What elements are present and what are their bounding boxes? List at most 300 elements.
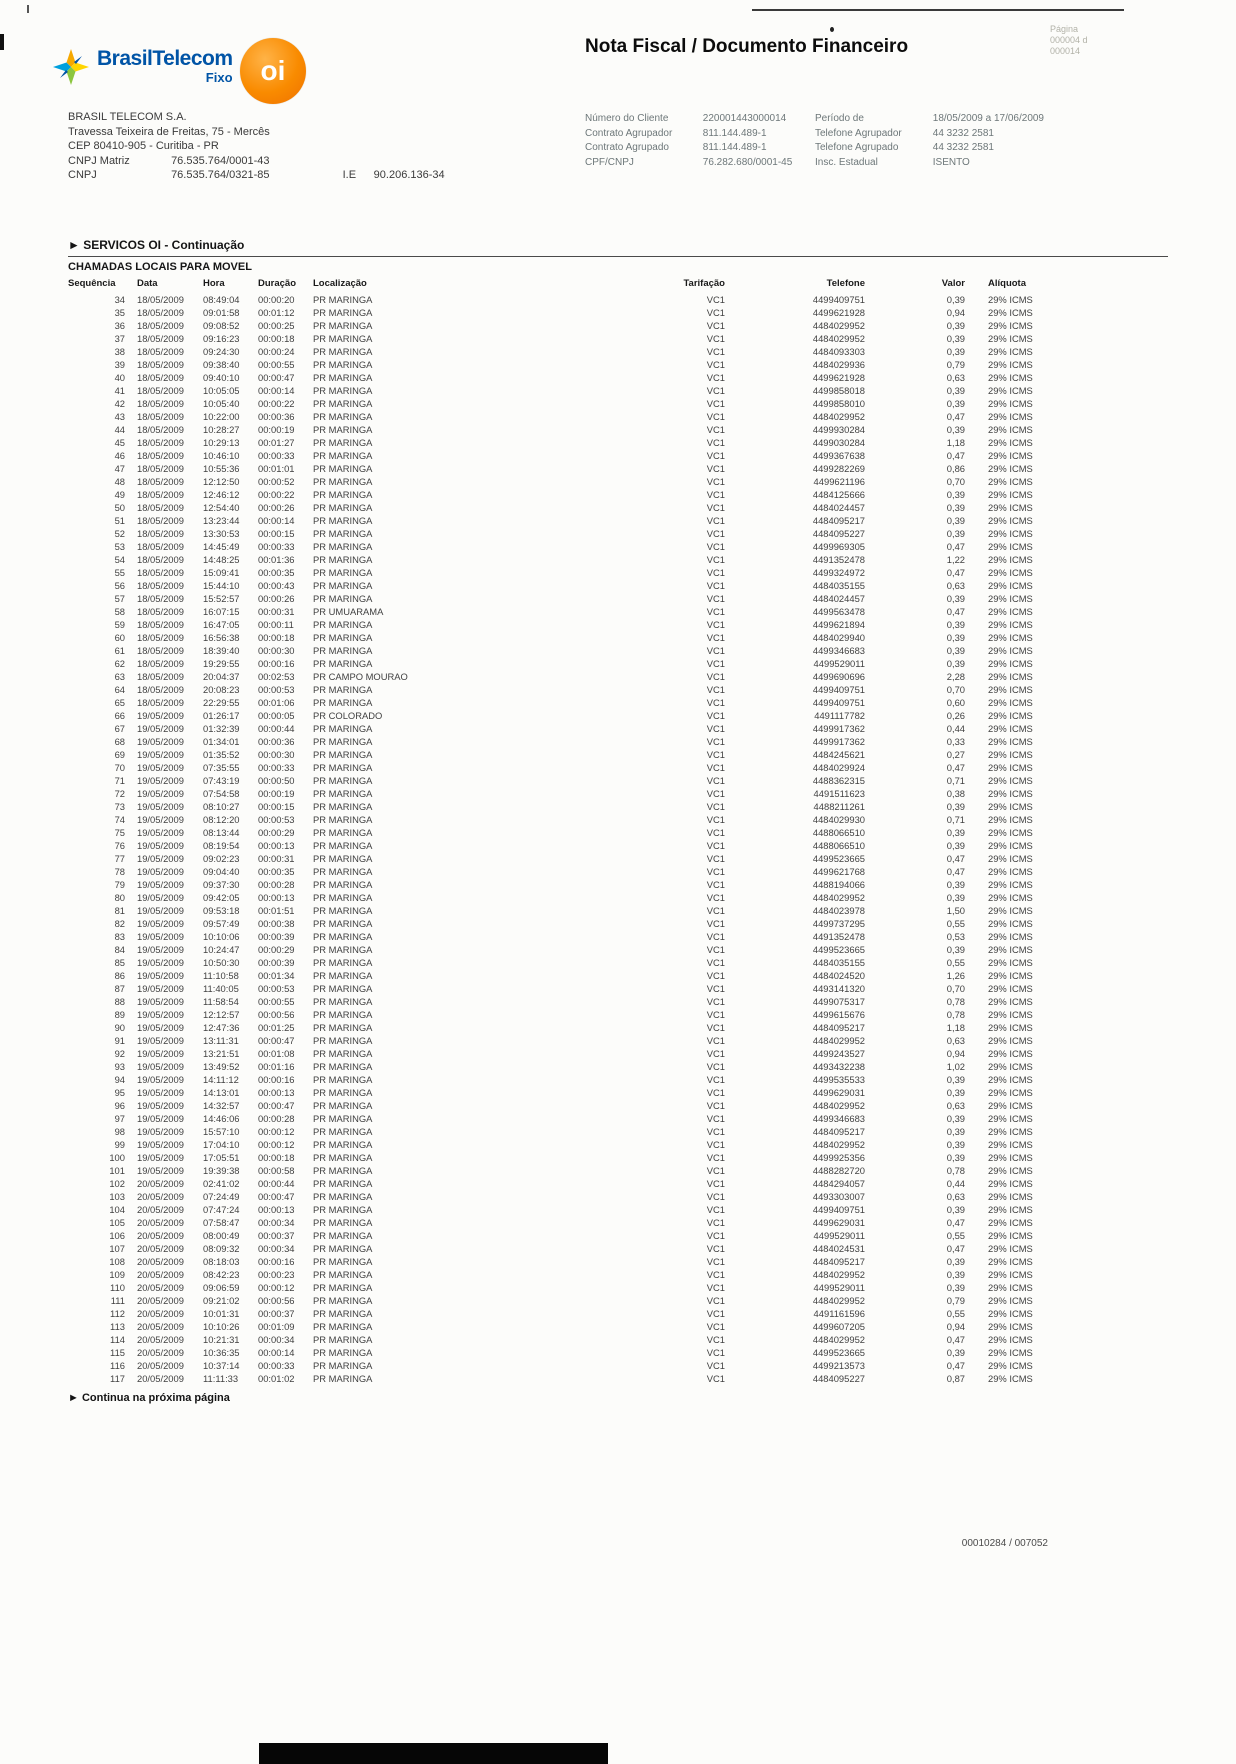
cell: 00:00:18: [258, 333, 295, 344]
cell: 0,39: [946, 1087, 965, 1098]
cell: VC1: [706, 450, 725, 461]
cell: 104: [109, 1204, 125, 1215]
cell: 29% ICMS: [988, 502, 1033, 513]
cell: 29% ICMS: [988, 1282, 1033, 1293]
cell: 0,71: [946, 775, 965, 786]
cell: 29% ICMS: [988, 398, 1033, 409]
cell: 11:10:58: [203, 970, 239, 981]
cell: VC1: [706, 970, 725, 981]
cell: 0,47: [946, 1217, 965, 1228]
cell: 4484294057: [812, 1178, 865, 1189]
cell: 29% ICMS: [988, 1061, 1033, 1072]
cell: 00:00:22: [258, 489, 295, 500]
brand-product-label: Fixo: [205, 70, 233, 85]
cell: 4499409751: [812, 684, 865, 695]
cell: 0,39: [946, 1269, 965, 1280]
cell: 0,79: [946, 1295, 965, 1306]
client-label: Telefone Agrupado: [815, 142, 899, 153]
cell: VC1: [706, 385, 725, 396]
client-label: CPF/CNPJ: [585, 156, 634, 168]
cell: 14:32:57: [203, 1100, 240, 1111]
cell: 29% ICMS: [988, 1048, 1033, 1059]
cell: 09:02:23: [203, 853, 240, 864]
cell: 00:00:05: [258, 710, 295, 721]
cell: 0,55: [946, 1308, 965, 1319]
cell: VC1: [706, 502, 725, 513]
cell: 10:55:36: [203, 463, 240, 474]
cell: PR MARINGA: [313, 1334, 373, 1345]
cell: 19/05/2009: [137, 775, 184, 786]
cell: 0,39: [946, 1256, 965, 1267]
cell: 29% ICMS: [988, 307, 1033, 318]
cell: PR MARINGA: [313, 1295, 373, 1306]
cell: 29% ICMS: [988, 320, 1033, 331]
cell: 10:24:47: [203, 944, 240, 955]
cell: VC1: [706, 827, 725, 838]
cell: 4484029930: [812, 814, 865, 825]
table-row: [68, 1281, 1168, 1294]
client-row: [585, 156, 792, 171]
cell: 0,39: [946, 1347, 965, 1358]
cell: 4499346683: [812, 645, 865, 656]
scan-artifact-line: [752, 9, 1124, 11]
cell: 29% ICMS: [988, 294, 1033, 305]
cell: 18/05/2009: [137, 541, 184, 552]
cell: 19/05/2009: [137, 983, 184, 994]
page-total: 000014: [1050, 46, 1081, 56]
cell: 29% ICMS: [988, 944, 1033, 955]
cell: PR MARINGA: [313, 1360, 373, 1371]
cell: 29% ICMS: [988, 1126, 1033, 1137]
cell: 29% ICMS: [988, 1256, 1033, 1267]
cell: 65: [114, 697, 125, 708]
cell: 00:01:08: [258, 1048, 295, 1059]
cell: 00:00:14: [258, 385, 295, 396]
cell: 00:00:28: [258, 879, 295, 890]
cell: 83: [114, 931, 125, 942]
cell: 0,63: [946, 580, 965, 591]
cell: PR MARINGA: [313, 918, 373, 929]
cell: 4484245621: [812, 749, 865, 760]
cell: 10:10:06: [203, 931, 240, 942]
cell: 20/05/2009: [137, 1256, 184, 1267]
cell: 4499075317: [812, 996, 865, 1007]
cell: 09:01:58: [203, 307, 240, 318]
scan-artifact-speck: [27, 5, 29, 13]
table-row: [68, 813, 1168, 826]
cell: 20/05/2009: [137, 1334, 184, 1345]
cell: 18/05/2009: [137, 606, 184, 617]
cell: 29% ICMS: [988, 957, 1033, 968]
table-row: [68, 384, 1168, 397]
cell: 10:28:27: [203, 424, 240, 435]
cell: 29% ICMS: [988, 528, 1033, 539]
cell: 00:00:20: [258, 294, 295, 305]
cell: 20/05/2009: [137, 1321, 184, 1332]
cell: 00:00:47: [258, 1035, 295, 1046]
cell: 29% ICMS: [988, 437, 1033, 448]
cell: 53: [114, 541, 125, 552]
cell: 29% ICMS: [988, 645, 1033, 656]
cell: 20/05/2009: [137, 1269, 184, 1280]
cell: PR MARINGA: [313, 658, 373, 669]
cell: PR MARINGA: [313, 1256, 373, 1267]
cell: PR MARINGA: [313, 580, 373, 591]
cell: VC1: [706, 476, 725, 487]
table-row: [68, 982, 1168, 995]
table-row: [68, 1021, 1168, 1034]
cell: 29% ICMS: [988, 333, 1033, 344]
cell: 20/05/2009: [137, 1191, 184, 1202]
cell: PR MARINGA: [313, 1178, 373, 1189]
table-row: [68, 605, 1168, 618]
cell: VC1: [706, 320, 725, 331]
cell: PR MARINGA: [313, 1152, 373, 1163]
cell: 4484029952: [812, 333, 865, 344]
cell: VC1: [706, 528, 725, 539]
client-value: 44 3232 2581: [932, 142, 994, 153]
cell: 4499324972: [812, 567, 865, 578]
cell: 09:57:49: [203, 918, 240, 929]
cell: 0,39: [946, 385, 965, 396]
cell: 0,47: [946, 567, 965, 578]
cell: 29% ICMS: [988, 1152, 1033, 1163]
cell: 4499529011: [813, 658, 865, 669]
cell: 4499917362: [812, 736, 865, 747]
cell: 29% ICMS: [988, 996, 1033, 1007]
cell: 0,47: [946, 411, 965, 422]
cell: 18/05/2009: [137, 658, 184, 669]
cell: 109: [109, 1269, 125, 1280]
cell: 44: [114, 424, 125, 435]
table-row: [68, 579, 1168, 592]
table-row: [68, 917, 1168, 930]
cell: 0,47: [946, 606, 965, 617]
cell: 10:05:05: [203, 385, 240, 396]
table-row: [68, 514, 1168, 527]
cell: PR MARINGA: [313, 450, 373, 461]
table-row: [68, 930, 1168, 943]
cell: PR MARINGA: [313, 827, 373, 838]
brand-name: BrasilTelecom: [97, 47, 233, 70]
cell: VC1: [706, 515, 725, 526]
cell: 96: [114, 1100, 125, 1111]
cell: 18/05/2009: [137, 450, 184, 461]
cell: 00:00:26: [258, 502, 295, 513]
cell: 29% ICMS: [988, 1360, 1033, 1371]
cell: 00:00:29: [258, 827, 295, 838]
cell: 19/05/2009: [137, 1022, 184, 1033]
cell: VC1: [706, 541, 725, 552]
cell: 29% ICMS: [988, 1334, 1033, 1345]
client-row: [585, 141, 792, 156]
cell: 00:01:06: [258, 697, 295, 708]
cell: 19/05/2009: [137, 996, 184, 1007]
cell: 4484024457: [812, 502, 865, 513]
document-control-number: 00010284 / 007052: [961, 1538, 1048, 1549]
cell: 18/05/2009: [137, 632, 184, 643]
cell: 82: [114, 918, 125, 929]
cell: 93: [114, 1061, 125, 1072]
cell: 00:00:30: [258, 749, 295, 760]
cell: PR MARINGA: [313, 697, 373, 708]
cell: 00:00:35: [258, 866, 295, 877]
cell: 16:07:15: [203, 606, 240, 617]
cell: 29% ICMS: [988, 1139, 1033, 1150]
cell: 22:29:55: [203, 697, 240, 708]
table-row: [68, 1255, 1168, 1268]
cell: 1,22: [946, 554, 965, 565]
cell: 91: [114, 1035, 125, 1046]
cell: 52: [114, 528, 125, 539]
cell: VC1: [706, 333, 725, 344]
cell: 14:48:25: [203, 554, 240, 565]
cell: 07:24:49: [203, 1191, 240, 1202]
cell: VC1: [706, 736, 725, 747]
client-row: [815, 127, 1044, 142]
cell: 98: [114, 1126, 125, 1137]
cell: PR MARINGA: [313, 398, 373, 409]
cell: 00:00:47: [258, 372, 295, 383]
cell: 46: [114, 450, 125, 461]
table-row: [68, 904, 1168, 917]
cell: 0,39: [946, 593, 965, 604]
cell: PR MARINGA: [313, 840, 373, 851]
ie-value: 90.206.136-34: [373, 169, 445, 181]
cell: 00:00:31: [258, 853, 295, 864]
cell: 79: [114, 879, 125, 890]
cell: 103: [109, 1191, 125, 1202]
cell: 4488194066: [812, 879, 865, 890]
cell: 58: [114, 606, 125, 617]
cell: 19/05/2009: [137, 1139, 184, 1150]
cell: VC1: [706, 944, 725, 955]
cell: 90: [114, 1022, 125, 1033]
cell: PR MARINGA: [313, 346, 373, 357]
cell: 4499621928: [812, 372, 865, 383]
table-row: [68, 1320, 1168, 1333]
cell: PR MARINGA: [313, 814, 373, 825]
client-value: 220001443000014: [702, 113, 787, 124]
cell: 29% ICMS: [988, 450, 1033, 461]
cell: PR MARINGA: [313, 944, 373, 955]
cell: VC1: [706, 1048, 725, 1059]
cell: VC1: [706, 606, 725, 617]
call-table-body: [68, 293, 1168, 1385]
cell: PR MARINGA: [313, 801, 373, 812]
cell: 29% ICMS: [988, 931, 1033, 942]
cell: 4499282269: [812, 463, 865, 474]
cell: 69: [114, 749, 125, 760]
cell: 29% ICMS: [988, 359, 1033, 370]
cell: 4484029952: [812, 1035, 865, 1046]
cell: 18/05/2009: [137, 333, 184, 344]
client-row: [815, 141, 1044, 156]
cell: 0,39: [946, 632, 965, 643]
table-row: [68, 319, 1168, 332]
cell: 4499621196: [813, 476, 865, 487]
cell: VC1: [706, 632, 725, 643]
cell: 29% ICMS: [988, 814, 1033, 825]
cell: PR MARINGA: [313, 424, 373, 435]
table-row: [68, 787, 1168, 800]
cell: 43: [114, 411, 125, 422]
cell: 19:39:38: [203, 1165, 240, 1176]
table-row: [68, 540, 1168, 553]
cell: 12:54:40: [203, 502, 240, 513]
cell: PR MARINGA: [313, 1282, 373, 1293]
client-label: Contrato Agrupado: [585, 142, 669, 153]
cell: 64: [114, 684, 125, 695]
page-number: 000004 d: [1050, 35, 1088, 45]
cell: 4499409751: [812, 1204, 865, 1215]
cell: 107: [109, 1243, 125, 1254]
cell: 4499523665: [812, 1347, 865, 1358]
cell: 0,39: [946, 879, 965, 890]
cell: 18/05/2009: [137, 580, 184, 591]
table-row: [68, 371, 1168, 384]
cell: 113: [110, 1321, 125, 1332]
cell: 4499629031: [812, 1217, 865, 1228]
cell: PR MARINGA: [313, 307, 373, 318]
cell: 14:11:12: [203, 1074, 239, 1085]
cell: 29% ICMS: [988, 970, 1033, 981]
cell: 00:00:33: [258, 1360, 295, 1371]
cell: PR MARINGA: [313, 1308, 373, 1319]
cell: 29% ICMS: [988, 1373, 1033, 1384]
cell: 80: [114, 892, 125, 903]
cell: 29% ICMS: [988, 541, 1033, 552]
cell: 0,70: [946, 684, 965, 695]
cell: 00:00:14: [258, 515, 295, 526]
cell: 12:46:12: [203, 489, 240, 500]
cell: VC1: [706, 1035, 725, 1046]
table-row: [68, 1333, 1168, 1346]
cell: 70: [114, 762, 125, 773]
cell: PR MARINGA: [313, 1087, 373, 1098]
cell: 14:45:49: [203, 541, 240, 552]
cell: 00:00:43: [258, 580, 295, 591]
cell: PR MARINGA: [313, 385, 373, 396]
cell: 4488066510: [812, 827, 865, 838]
table-row: [68, 397, 1168, 410]
table-row: [68, 943, 1168, 956]
cell: 29% ICMS: [988, 736, 1033, 747]
table-row: [68, 488, 1168, 501]
cell: 68: [114, 736, 125, 747]
cell: 12:12:50: [203, 476, 240, 487]
cell: 59: [114, 619, 125, 630]
cell: 00:00:44: [258, 723, 295, 734]
cell: VC1: [706, 1074, 725, 1085]
cell: 38: [114, 346, 125, 357]
cell: 76: [114, 840, 125, 851]
cell: PR MARINGA: [313, 411, 373, 422]
table-row: [68, 527, 1168, 540]
cell: 09:24:30: [203, 346, 240, 357]
cell: 29% ICMS: [988, 684, 1033, 695]
table-row: [68, 735, 1168, 748]
cell: 4484029936: [812, 359, 865, 370]
cell: 19/05/2009: [137, 1035, 184, 1046]
cell: 4499563478: [812, 606, 865, 617]
cell: 19/05/2009: [137, 827, 184, 838]
continues-next-page-note: ► Continua na próxima página: [68, 1392, 230, 1404]
cell: 09:16:23: [203, 333, 240, 344]
cell: 00:00:37: [258, 1230, 295, 1241]
cell: 13:23:44: [203, 515, 240, 526]
oi-logo-text: oi: [260, 55, 286, 86]
cell: 4499243527: [812, 1048, 865, 1059]
cell: 00:00:53: [258, 814, 295, 825]
cell: 29% ICMS: [988, 1074, 1033, 1085]
cell: 00:00:47: [258, 1191, 295, 1202]
cell: 4484023978: [812, 905, 865, 916]
cell: VC1: [706, 1126, 725, 1137]
cell: 18/05/2009: [137, 671, 184, 682]
client-row: [815, 156, 1044, 171]
cell: 0,39: [946, 892, 965, 903]
cell: 10:21:31: [203, 1334, 240, 1345]
cell: 116: [110, 1360, 125, 1371]
cell: 00:01:16: [258, 1061, 295, 1072]
cell: VC1: [706, 1308, 725, 1319]
table-row: [68, 1294, 1168, 1307]
table-row: [68, 761, 1168, 774]
cell: VC1: [706, 1087, 725, 1098]
cell: 1,26: [946, 970, 965, 981]
cell: 18/05/2009: [137, 567, 184, 578]
cell: VC1: [706, 697, 725, 708]
cell: VC1: [706, 489, 725, 500]
cell: 99: [114, 1139, 125, 1150]
cell: 29% ICMS: [988, 905, 1033, 916]
cell: 00:00:53: [258, 983, 295, 994]
cell: 19/05/2009: [137, 814, 184, 825]
table-row: [68, 1060, 1168, 1073]
section-title-servicos-oi: ► SERVICOS OI - Continuação: [68, 238, 245, 252]
cell: 00:00:16: [258, 658, 295, 669]
cell: VC1: [706, 684, 725, 695]
cell: 0,55: [946, 1230, 965, 1241]
cell: 4484029952: [812, 1100, 865, 1111]
cell: VC1: [706, 762, 725, 773]
cell: 66: [114, 710, 125, 721]
cell: 4499858018: [812, 385, 865, 396]
cell: VC1: [706, 1100, 725, 1111]
cell: 00:01:09: [258, 1321, 295, 1332]
cell: 00:00:55: [258, 359, 295, 370]
cell: PR MARINGA: [313, 1113, 373, 1124]
cell: 29% ICMS: [988, 1204, 1033, 1215]
cell: PR MARINGA: [313, 515, 373, 526]
cell: 55: [114, 567, 125, 578]
cell: 51: [114, 515, 125, 526]
cell: 4491352478: [812, 931, 865, 942]
cell: 12:12:57: [203, 1009, 240, 1020]
cell: 4499529011: [813, 1282, 865, 1293]
cell: VC1: [706, 1204, 725, 1215]
cell: 18/05/2009: [137, 372, 184, 383]
cell: 18/05/2009: [137, 593, 184, 604]
cell: 20/05/2009: [137, 1282, 184, 1293]
cell: PR MARINGA: [313, 905, 373, 916]
cell: 15:52:57: [203, 593, 240, 604]
client-value: 811.144.489-1: [702, 127, 767, 139]
cell: 29% ICMS: [988, 554, 1033, 565]
cell: 95: [114, 1087, 125, 1098]
cell: 4493141320: [812, 983, 865, 994]
